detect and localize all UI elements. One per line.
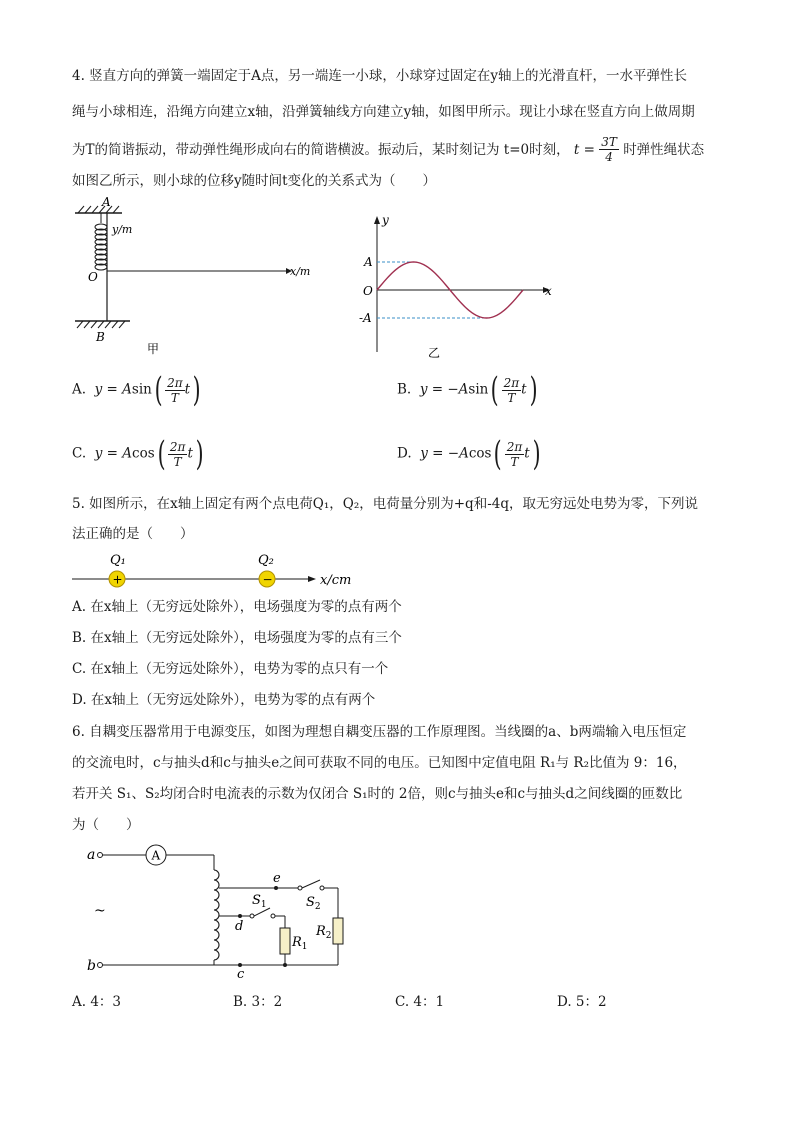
q4-option-a-fn: sin <box>131 381 152 398</box>
q6-label-e: e <box>273 871 281 886</box>
q5-option-d[interactable]: D. 在x轴上（无穷远处除外），电势为零的点有两个 <box>72 692 376 708</box>
jia-label-A: A <box>102 195 111 209</box>
q5-option-b[interactable]: B. 在x轴上（无穷远处除外），电场强度为零的点有三个 <box>72 630 402 646</box>
q5-line-1: 5. 如图所示，在x轴上固定有两个点电荷Q₁，Q₂，电荷量分别为+q和-4q，取无穷远处电势为零，下列说 <box>72 496 698 512</box>
q6-resistor-r1 <box>280 928 290 954</box>
yi-caption: 乙 <box>428 346 441 360</box>
jia-caption: 甲 <box>147 342 160 356</box>
q5-axis-label: x/cm <box>320 573 352 588</box>
q6-coil <box>214 870 219 960</box>
q6-label-s2: $S_2$ <box>306 895 321 912</box>
q4-option-d[interactable]: D. y = −Acos( $\frac{2\pi}{T}$ t) <box>397 434 541 474</box>
q6-line-1: 6. 自耦变压器常用于电源变压，如图为理想自耦变压器的工作原理图。当线圈的a、b两端输入电压恒定 <box>72 724 687 740</box>
q4-option-b-var: t <box>521 381 527 398</box>
q6-switch-s2 <box>302 880 320 888</box>
q4-option-c-fn: cos <box>132 445 155 462</box>
yi-label-y: y <box>382 213 389 227</box>
yi-label-x: x <box>545 284 552 298</box>
q4-figure-yi <box>355 212 565 360</box>
q4-option-a-num: 2π <box>167 375 183 390</box>
q6-label-r2: $R_2$ <box>316 924 332 941</box>
q4-line-3 <box>72 136 704 165</box>
q4-option-b-lhs: y = −A <box>419 381 469 398</box>
q5-option-a[interactable]: A. 在x轴上（无穷远处除外），电场强度为零的点有两个 <box>72 599 402 615</box>
q6-label-r1: $R_1$ <box>292 935 308 952</box>
q4-time-fraction <box>599 135 619 164</box>
q6-circuit-figure <box>80 840 360 980</box>
q6-label-a: a <box>87 847 96 863</box>
spring-coil <box>95 224 107 270</box>
q4-option-c-num: 2π <box>169 439 186 454</box>
q4-option-d-key: D. <box>397 445 412 462</box>
q4-option-c-den: T <box>173 454 182 469</box>
yi-label-negA: -A <box>359 311 372 325</box>
q4-time-num: 3T <box>601 135 617 149</box>
q6-line-4: 为（ ） <box>72 817 140 833</box>
q5-charge-q2-sign: − <box>262 572 273 587</box>
q5-option-c[interactable]: C. 在x轴上（无穷远处除外），电势为零的点只有一个 <box>72 661 389 677</box>
q4-time-expr: t = <box>573 142 595 158</box>
q5-figure <box>72 548 372 590</box>
q4-option-d-den: T <box>510 454 519 469</box>
q4-option-b-den: T <box>507 390 516 405</box>
q4-option-a-key: A. <box>72 381 87 398</box>
q6-label-c: c <box>237 967 245 982</box>
q5-charge-q1-sign: + <box>112 572 123 587</box>
q4-option-a-lhs: y = A <box>94 381 132 398</box>
yi-label-A: A <box>364 255 373 269</box>
jia-label-xm: x/m <box>290 265 311 278</box>
q4-option-d-var: t <box>524 445 530 462</box>
q4-line-1: 4. 竖直方向的弹簧一端固定于A点，另一端连一小球，小球穿过固定在y轴上的光滑直杆，一水平弹性长 <box>72 68 688 84</box>
q6-ammeter-label: A <box>151 848 161 863</box>
q4-option-d-num: 2π <box>506 439 523 454</box>
q6-line-3: 若开关 S₁、S₂均闭合时电流表的示数为仅闭合 S₁时的 2倍，则c与抽头e和c与抽头d之间线圈的匝数比 <box>72 786 683 802</box>
q4-option-a[interactable]: A. y = Asin( $\frac{2\pi}{T}$ t) <box>72 370 201 410</box>
q4-option-a-den: T <box>170 390 179 405</box>
q4-option-d-lhs: y = −A <box>420 445 469 462</box>
q4-figure-jia <box>60 195 330 360</box>
jia-label-O: O <box>88 270 98 284</box>
q4-option-b-num: 2π <box>503 375 520 390</box>
q6-option-d[interactable]: D. 5：2 <box>557 994 607 1010</box>
q6-line-2: 的交流电时，c与抽头d和c与抽头e之间可获取不同的电压。已知图中定值电阻 R₁与 R₂比值为 9：16， <box>72 755 687 771</box>
q4-time-den: 4 <box>605 150 613 164</box>
q4-option-c[interactable]: C. y = Acos( $\frac{2\pi}{T}$ t) <box>72 434 204 474</box>
jia-label-ym: y/m <box>112 223 133 236</box>
q4-option-c-key: C. <box>72 445 87 462</box>
q6-label-d: d <box>235 919 244 934</box>
q5-line-2: 法正确的是（ ） <box>72 526 194 542</box>
q5-label-q1: Q₁ <box>110 553 126 568</box>
q6-option-b[interactable]: B. 3：2 <box>233 994 283 1010</box>
q4-option-a-var: t <box>184 381 191 398</box>
yi-label-O: O <box>363 284 373 298</box>
jia-label-B: B <box>96 330 105 344</box>
q4-option-b-key: B. <box>397 381 412 398</box>
q6-ac-symbol: ~ <box>94 903 106 919</box>
q4-line-4: 如图乙所示，则小球的位移y随时间t变化的关系式为（ ） <box>72 173 437 189</box>
q6-resistor-r2 <box>333 918 343 944</box>
q4-line-3a: 为T的简谐振动，带动弹性绳形成向右的简谐横波。振动后，某时刻记为 t=0时刻， <box>72 142 570 158</box>
q6-label-b: b <box>87 958 96 974</box>
q6-option-a[interactable]: A. 4：3 <box>72 994 122 1010</box>
q6-label-s1: $S_1$ <box>252 893 267 910</box>
q4-option-d-fn: cos <box>468 445 492 462</box>
q6-option-c[interactable]: C. 4：1 <box>395 994 445 1010</box>
q4-line-3b: 时弹性绳状态 <box>623 142 705 158</box>
q4-option-b-fn: sin <box>468 381 489 398</box>
q5-label-q2: Q₂ <box>258 553 274 568</box>
q4-line-2: 绳与小球相连，沿绳方向建立x轴，沿弹簧轴线方向建立y轴，如图甲所示。现让小球在竖直方向上做周期 <box>72 104 695 120</box>
q4-option-c-lhs: y = A <box>94 445 133 462</box>
q4-option-b[interactable]: B. y = −Asin( $\frac{2\pi}{T}$ t) <box>397 370 538 410</box>
q4-option-c-var: t <box>187 445 193 462</box>
